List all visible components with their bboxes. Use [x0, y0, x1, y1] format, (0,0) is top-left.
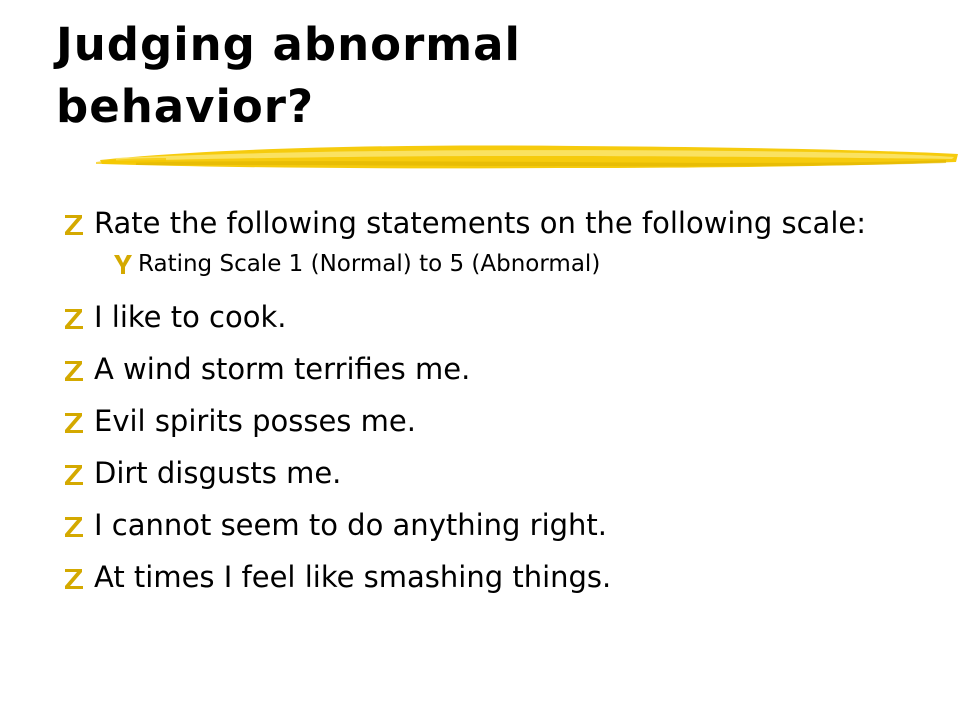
bullet-text: At times I feel like smashing things.: [94, 560, 612, 594]
z-bullet-icon: [62, 409, 86, 435]
bullet-text: Evil spirits posses me.: [94, 404, 416, 438]
highlighter-brush-stroke: [96, 138, 960, 178]
y-bullet-icon: [112, 252, 134, 276]
slide-title: [56, 14, 916, 138]
z-bullet-icon: [62, 513, 86, 539]
z-bullet-icon: [62, 461, 86, 487]
bullet-text: Dirt disgusts me.: [94, 456, 342, 490]
title-line-2: behavior?: [56, 80, 315, 133]
bullet-statement: [62, 508, 922, 542]
bullet-intro: [62, 206, 922, 240]
bullet-text: I like to cook.: [94, 300, 287, 334]
bullet-statement: [62, 560, 922, 594]
bullet-text: Rate the following statements on the following scale:: [94, 206, 866, 240]
bullet-statement: [62, 300, 922, 334]
z-bullet-icon: [62, 211, 86, 237]
bullet-list: [62, 206, 922, 612]
sub-bullet-scale: [62, 250, 922, 278]
z-bullet-icon: [62, 357, 86, 383]
bullet-statement: [62, 456, 922, 490]
bullet-statement: [62, 352, 922, 386]
sub-bullet-text: Rating Scale 1 (Normal) to 5 (Abnormal): [138, 251, 601, 277]
title-line-1: Judging abnormal: [56, 18, 521, 71]
bullet-text: A wind storm terrifies me.: [94, 352, 471, 386]
z-bullet-icon: [62, 305, 86, 331]
z-bullet-icon: [62, 565, 86, 591]
bullet-text: I cannot seem to do anything right.: [94, 508, 608, 542]
bullet-statement: [62, 404, 922, 438]
